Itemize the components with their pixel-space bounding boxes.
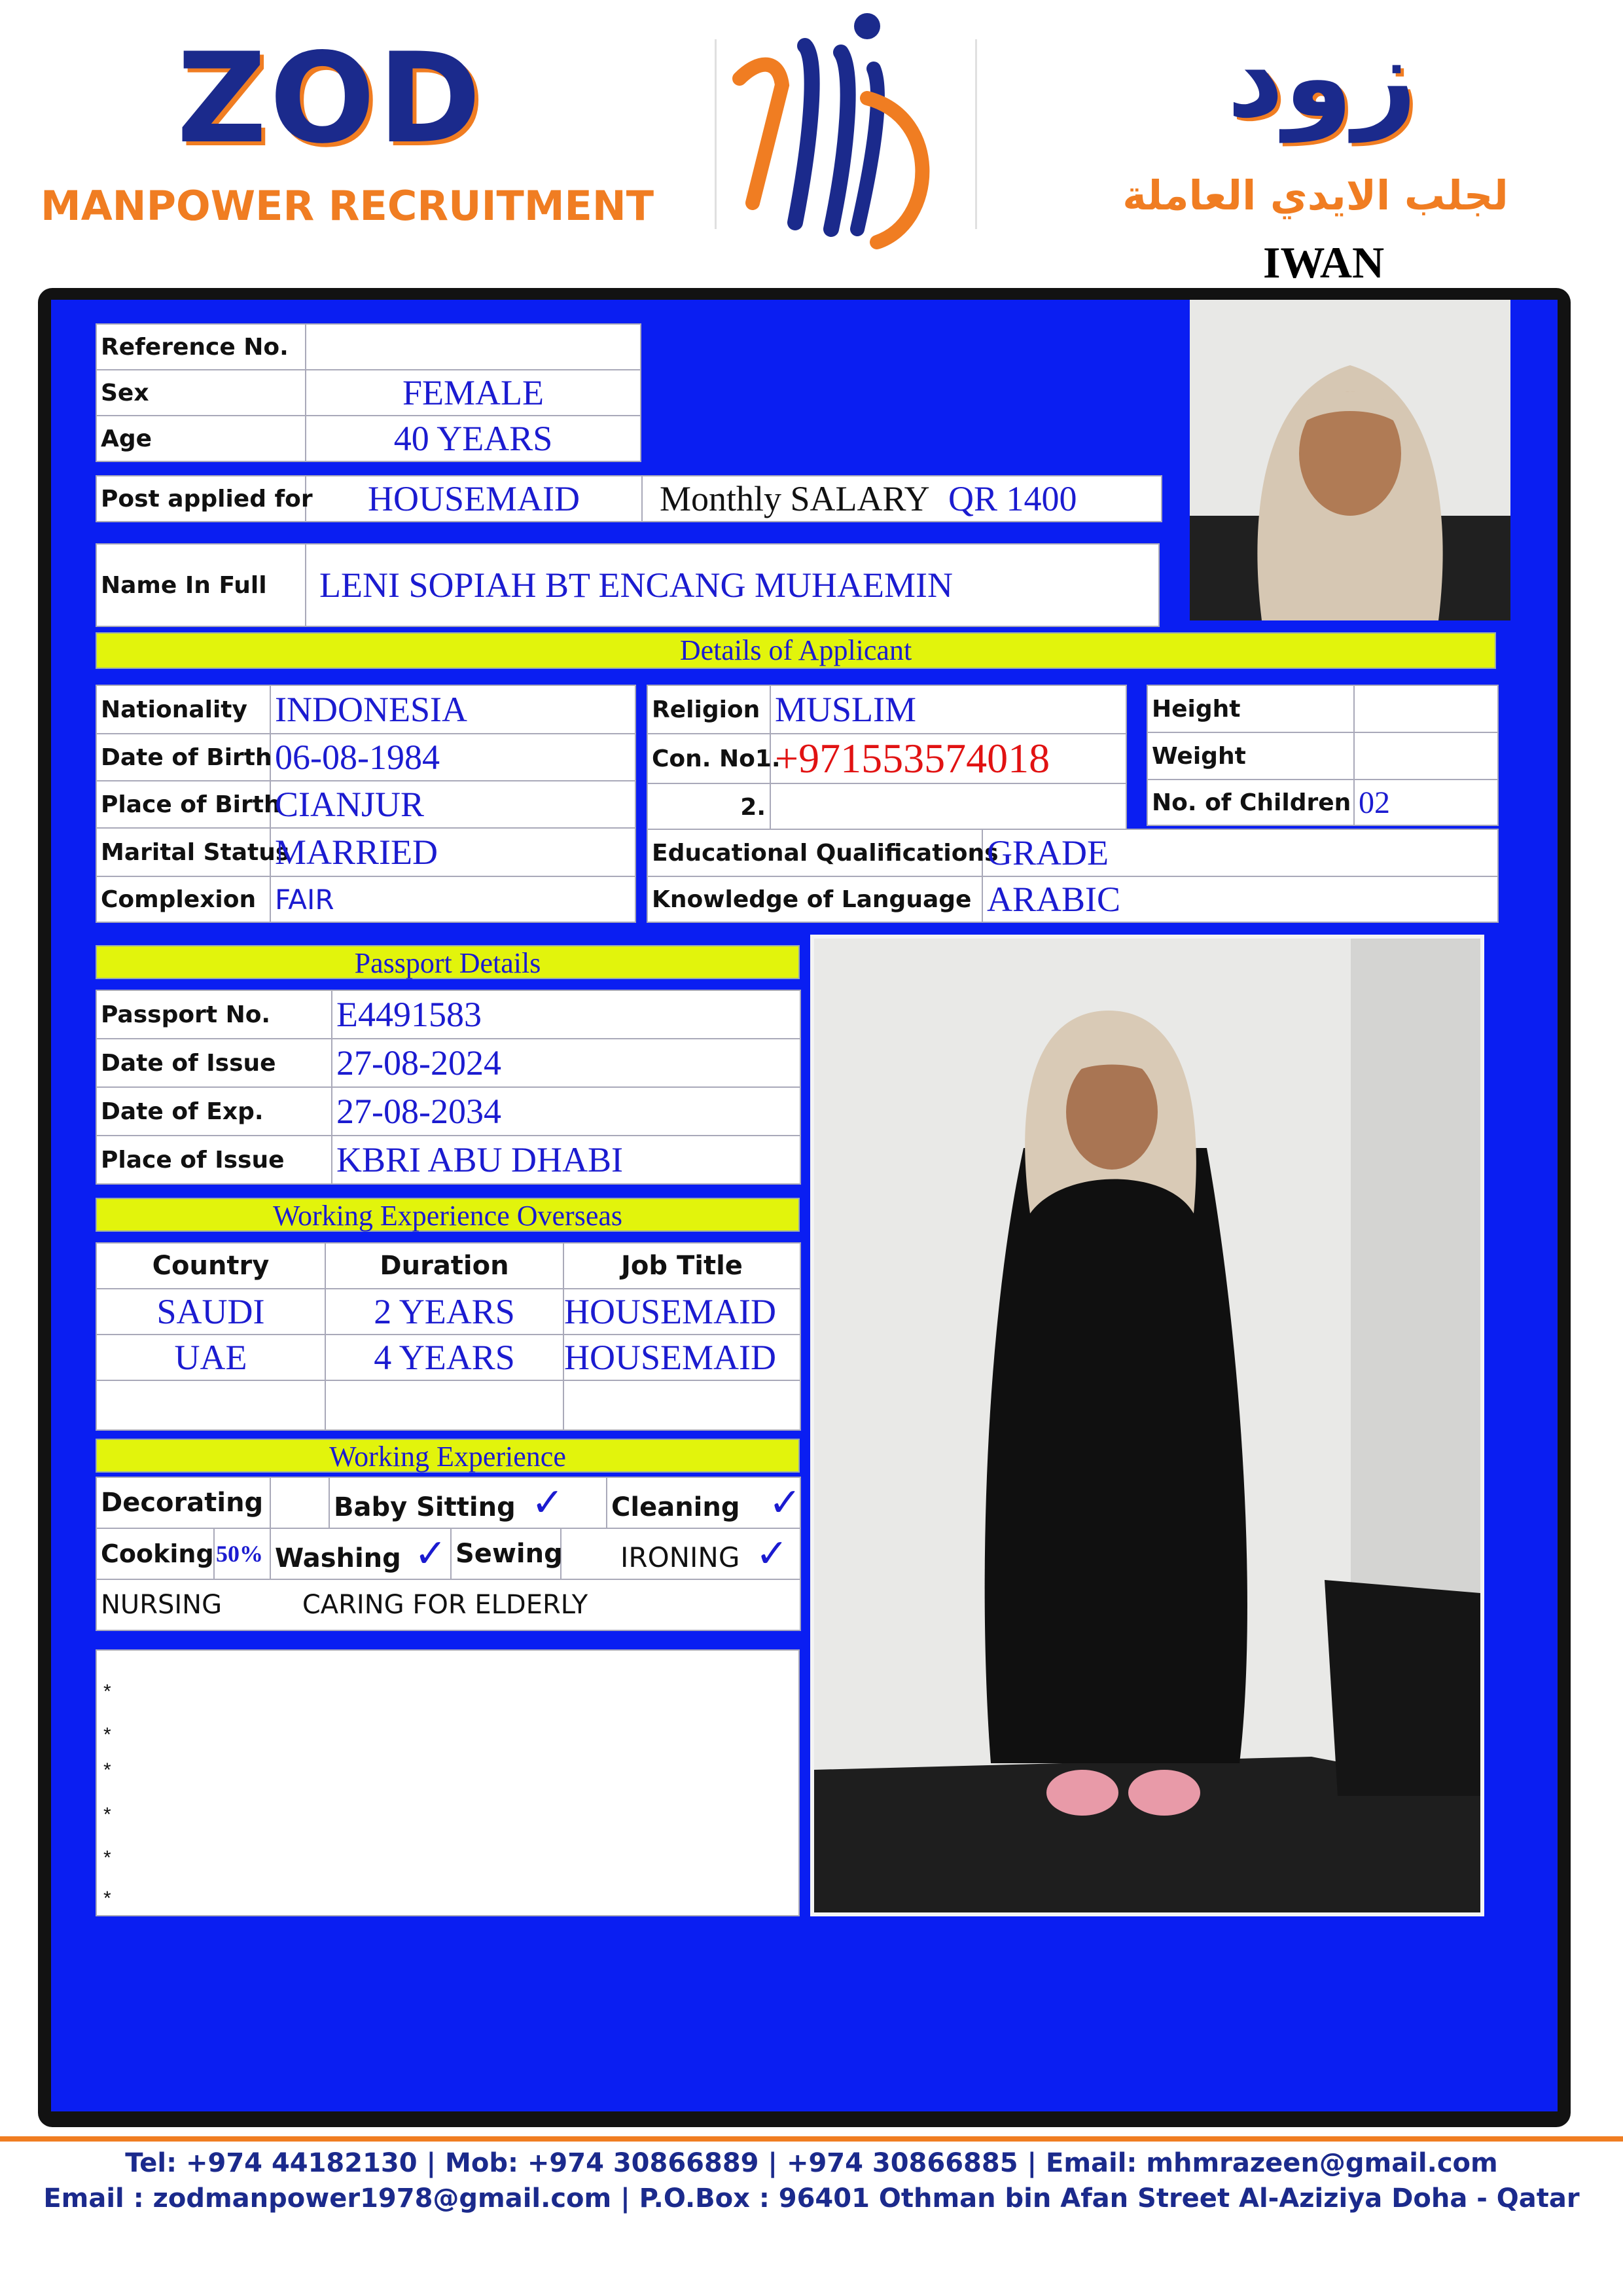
skill-washing-label: Washing — [275, 1543, 401, 1573]
skill-cooking: Cooking — [96, 1528, 214, 1579]
footer-line-2: Email : zodmanpower1978@gmail.com | P.O.Box : 96401 Othman bin Afan Street Al-Aziziya Doha - Qatar — [43, 2183, 1580, 2214]
overseas-section-header: Working Experience Overseas — [96, 1198, 800, 1232]
children-label: No. of Children — [1147, 780, 1354, 825]
age-label: Age — [96, 416, 306, 461]
footer-divider — [0, 2136, 1623, 2142]
arabic-subtitle: لجلب الايدي العاملة — [1122, 171, 1508, 219]
skills-section-header: Working Experience — [96, 1439, 800, 1473]
arabic-brand: زود — [1226, 13, 1418, 143]
overseas-duration: 2 YEARS — [325, 1289, 563, 1335]
salary-value: QR 1400 — [948, 479, 1077, 518]
skill-sewing: Sewing — [451, 1528, 561, 1579]
education-value: GRADE — [982, 829, 1498, 876]
issue-date-label: Date of Issue — [96, 1039, 332, 1087]
skill-nursing-caring — [96, 1579, 800, 1630]
nationality-label: Nationality — [96, 685, 270, 734]
checkmark-icon: ✓ — [414, 1531, 448, 1577]
language-label: Knowledge of Language — [647, 876, 982, 922]
brand-subtitle: MANPOWER RECRUITMENT — [41, 182, 654, 230]
notes-box — [96, 1649, 800, 1916]
skills-table-row3 — [96, 1579, 801, 1631]
header-divider-left — [715, 39, 717, 229]
overseas-table — [96, 1242, 801, 1431]
reference-value — [306, 324, 641, 370]
name-label: Name In Full — [96, 544, 306, 626]
skill-washing — [270, 1528, 451, 1579]
post-value: HOUSEMAID — [306, 476, 642, 522]
skill-decorating-check — [270, 1477, 329, 1528]
footer-line-1: Tel: +974 44182130 | Mob: +974 30866889 | +974 30866885 | Email: mhmrazeen@gmail.com — [125, 2148, 1498, 2178]
details-section-header: Details of Applicant — [96, 632, 1496, 669]
table-row — [96, 1289, 800, 1335]
skill-cleaning-label: Cleaning — [611, 1492, 740, 1522]
portrait-photo — [1190, 300, 1510, 620]
skills-table-row1 — [96, 1477, 801, 1529]
details-left-table — [96, 685, 636, 923]
checkmark-icon: ✓ — [755, 1531, 789, 1577]
contact1-label: Con. No1. — [647, 734, 770, 783]
overseas-header-job: Job Title — [563, 1243, 800, 1289]
sex-value: FEMALE — [306, 370, 641, 416]
issue-place-value: KBRI ABU DHABI — [332, 1136, 800, 1184]
issue-date-value: 27-08-2024 — [332, 1039, 800, 1087]
weight-value — [1354, 732, 1498, 780]
checkmark-icon: ✓ — [531, 1480, 564, 1526]
overseas-header-country: Country — [96, 1243, 325, 1289]
skill-cleaning — [607, 1477, 800, 1528]
passport-no-label: Passport No. — [96, 990, 332, 1039]
complexion-value: FAIR — [270, 876, 635, 922]
salary-cell — [642, 476, 1162, 522]
full-body-photo — [810, 935, 1484, 1916]
marital-value: MARRIED — [270, 828, 635, 876]
notes-bullet: * — [103, 1888, 111, 1909]
overseas-job: HOUSEMAID — [563, 1335, 800, 1380]
skill-caring: CARING FOR ELDERLY — [302, 1590, 588, 1620]
pob-value: CIANJUR — [270, 781, 635, 828]
notes-bullet: * — [103, 1847, 111, 1869]
age-value: 40 YEARS — [306, 416, 641, 461]
skill-ironing — [561, 1528, 800, 1579]
children-value: 02 — [1354, 780, 1498, 825]
pob-label: Place of Birth — [96, 781, 270, 828]
contact1-value: +971553574018 — [770, 734, 1126, 783]
zod-emblem-icon — [726, 7, 969, 255]
name-table — [96, 543, 1160, 627]
language-value: ARABIC — [982, 876, 1498, 922]
notes-bullet: * — [103, 1681, 111, 1702]
marital-label: Marital Status — [96, 828, 270, 876]
contact2-value — [770, 783, 1126, 831]
education-language-table — [647, 829, 1499, 923]
overseas-job: HOUSEMAID — [563, 1289, 800, 1335]
dob-label: Date of Birth — [96, 734, 270, 781]
overseas-header-duration: Duration — [325, 1243, 563, 1289]
checkmark-icon: ✓ — [768, 1480, 802, 1526]
overseas-duration: 4 YEARS — [325, 1335, 563, 1380]
skill-decorating: Decorating — [96, 1477, 270, 1528]
physical-table — [1147, 685, 1499, 826]
issue-place-label: Place of Issue — [96, 1136, 332, 1184]
passport-no-value: E4491583 — [332, 990, 800, 1039]
complexion-label: Complexion — [96, 876, 270, 922]
post-salary-table — [96, 475, 1162, 522]
brand-logo-text: ZOD — [177, 26, 484, 171]
skill-nursing: NURSING — [101, 1590, 223, 1620]
notes-bullet: * — [103, 1804, 111, 1825]
skills-table-row2 — [96, 1528, 801, 1580]
overseas-country: UAE — [96, 1335, 325, 1380]
sex-label: Sex — [96, 370, 306, 416]
header-divider-right — [975, 39, 977, 229]
passport-section-header: Passport Details — [96, 945, 800, 979]
weight-label: Weight — [1147, 732, 1354, 780]
post-label: Post applied for — [96, 476, 306, 522]
notes-bullet: * — [103, 1759, 111, 1781]
height-value — [1354, 685, 1498, 732]
reference-label: Reference No. — [96, 324, 306, 370]
skill-baby-sitting-label: Baby Sitting — [334, 1492, 516, 1522]
agent-name: IWAN — [1263, 238, 1385, 287]
table-row — [96, 1335, 800, 1380]
salary-label: Monthly SALARY — [660, 479, 930, 518]
height-label: Height — [1147, 685, 1354, 732]
table-row — [96, 1380, 800, 1430]
skill-ironing-label: IRONING — [620, 1541, 740, 1573]
nationality-value: INDONESIA — [270, 685, 635, 734]
skill-baby-sitting — [329, 1477, 607, 1528]
religion-label: Religion — [647, 685, 770, 734]
contact2-label: 2. — [647, 783, 770, 831]
passport-table — [96, 990, 801, 1185]
education-label: Educational Qualifications — [647, 829, 982, 876]
expiry-date-value: 27-08-2034 — [332, 1087, 800, 1136]
dob-value: 06-08-1984 — [270, 734, 635, 781]
religion-value: MUSLIM — [770, 685, 1126, 734]
notes-bullet: * — [103, 1724, 111, 1746]
overseas-country: SAUDI — [96, 1289, 325, 1335]
name-value: LENI SOPIAH BT ENCANG MUHAEMIN — [306, 544, 1159, 626]
skill-cooking-level: 50% — [214, 1528, 270, 1579]
religion-contact-table — [647, 685, 1127, 831]
basic-info-table — [96, 323, 641, 462]
expiry-date-label: Date of Exp. — [96, 1087, 332, 1136]
